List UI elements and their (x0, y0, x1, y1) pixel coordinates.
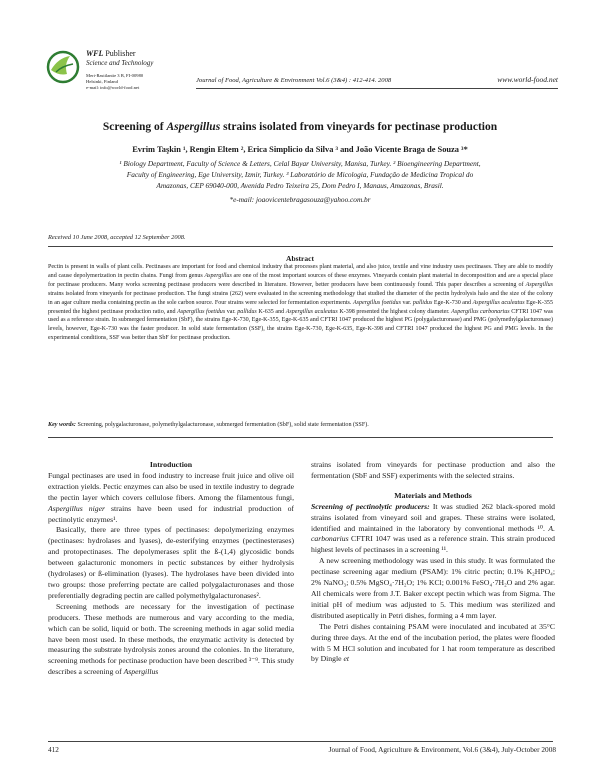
right-column (311, 460, 555, 665)
footer-journal: Journal of Food, Agriculture & Environment, Vol.6 (3&4), July-October 2008 (328, 745, 556, 754)
abstract-heading: Abstract (286, 254, 314, 263)
abstract-text: Pectin is present in walls of plant cells. Pectinases are important for food and chemical industry that processes plant material, and also juice, textile and vine industry uses pectinases. They are able to modify and cause depolymerization in pectin chains. Fungi from genus Aspergillus are one of the most important sources of these enzymes. Vineyards contain plant material in decomposition and are a special place for pectinase producers. Many works screening pectinase producers were described in literature. However, better producers have been continuously found. This paper describes a screening of Aspergillus strains isolated from vineyards for pectinase production. The fungi strains (262) were evaluated in the screening methodology that studied the diameter of the pectin hydrolysis halo and the size of the colony in an agar culture media containing pectin as the sole carbon source. Four strains were selected for fermentation experiments. Aspergillus foetidus var. pallidus Ege-K-730 and Aspergillus aculeatus Ege-K-355 presented the highest pectinase production ratio, and Aspergillus foetidus var. pallidus K-635 and Aspergillus aculeatus K-398 presented the highest colony diameter. Aspergillus carbonarius CFTRI 1047 was used as a reference strain. In submerged fermentation (SbF), the strains Ege-K-730, Ege-K-355, Ege-K-635 and CFTRI 1047 produced the highest PG (polygalacturonase) and PMG (polymethylgalacturonase) levels, however, Ege-K-730 was the faster producer. In solid state fermentation (SSF), the strains Ege-K-730, Ege-K-635, Ege-K-398 and CFTRI 1047 produced the highest PG and PMG levels. In the experimental conditions, SSF was better than SbF for pectinase production. (48, 264, 554, 342)
methods-paragraph-2: A new screening methodology was used in this study. It was formulated the pectinase screening agar medium (PSAM): 1% citric pectin; 0.1% K₂HPO₄; 2% NaNO₃; 0.5% MgSO₄·7H₂O; 1% KCl; 0.001% FeSO₄·7H₂O and 2% agar. All chemicals were from J.T. Baker except pectin which was from Sigma. The initial pH of medium was adjusted to 5. This medium was sterilized and distributed aseptically in Petri dishes, forming a 4 mm layer. (311, 556, 555, 620)
introduction-heading: Introduction (149, 460, 193, 469)
methods-paragraph-3: The Petri dishes containing PSAM were inoculated and incubated at 35°C during three days. At the end of the incubation period, the plates were flooded with 5 M HCl solution and incubated for 1 hat room temperature as described by Dingle et (311, 621, 555, 664)
intro-paragraph-3: Screening methods are necessary for the investigation of pectinase producers. These methods are numerous and vary according to the media, which can be solid, liquid or both. The screening methods in agar solid media have been most used. In these methods, the enzymatic activity is detected by measuring the substrate hydrolysis zones around the colonies. In the literature, screening methods for pectinase production have been described ³⁻⁹. This study describes a screening of Aspergillus (48, 601, 294, 677)
paper-title: Screening of Aspergillus strains isolated from vineyards for pectinase production (102, 121, 498, 133)
header-rule (196, 88, 558, 89)
publisher-address: Meri-Rastilantie 3 B, FI-00980 Helsinki, Finland e-mail: info@world-food.net (86, 73, 144, 90)
left-column (48, 460, 294, 678)
publisher-subtitle: Science and Technology (86, 59, 154, 67)
wfl-publisher-logo-icon (46, 50, 80, 84)
publisher-name: WFL Publisher (86, 49, 136, 58)
journal-url: www.world-food.net (497, 75, 558, 84)
received-date: Received 10 June 2008, accepted 12 September 2008. (48, 234, 186, 241)
journal-header: Journal of Food, Agriculture & Environment Vol.6 (3&4) : 412-414. 2008 (196, 77, 392, 84)
intro-paragraph-1: Fungal pectinases are used in food industry to increase fruit juice and olive oil extraction yields. Pectic enzymes can also be used in textile industry to degrade the pectin layer which covers cellulose fibers. Among the filamentous fungi, Aspergillus niger strains have been used for industrial production of pectinolytic enzymes¹. (48, 470, 294, 524)
footer-rule (48, 741, 553, 742)
intro-paragraph-2: Basically, there are three types of pectinases: depolymerizing enzymes (pectinases: hydrolases and lyases), de-esterifying enzymes (pectinesterases) and protopectinases. The depolymerases split the ß-(1,4) glycosidic bonds between galacturonic monomers in pectic substances by either hydrolysis (hydrolases) or ß-elimination (lyases). The hydrolases have been divided into two groups: those preferring pectate are called polygalacturonases and those preferentially degrading pectin are called polymethylgalacturonases². (48, 525, 294, 600)
corresponding-email: *e-mail: joaovicentebragasouza@yahoo.com.br (229, 195, 371, 204)
materials-methods-heading: Materials and Methods (394, 490, 472, 500)
keywords: Key words: Screening, polygalacturonase, polymethylgalacturonase, submerged fermentation (SbF), solid state fermentation (SSF). (48, 422, 369, 428)
affiliations: ¹ Biology Department, Faculty of Science & Letters, Celal Bayar University, Manisa, Turkey. ² Bioengineering Department, Faculty of Engineering, Ege University, Izmir, Turkey. ³ Laboratório de Micologia, Fundação de Medicina Tropical do Amazonas, CEP 69040-000, Avenida Pedro Teixeira 25, Dom Pedro I, Manaus, Amazonas, Brasil. (119, 159, 481, 190)
authors: Evrim Taşkin ¹, Rengin Eltem ², Erica Simplicio da Silva ³ and João Vicente Braga de Souza ³* (132, 145, 468, 154)
abstract-bottom-rule (48, 437, 553, 438)
abstract-top-rule (48, 246, 553, 247)
page-number: 412 (48, 745, 59, 754)
methods-paragraph-1: Screening of pectinolytic producers: It was studied 262 black-spored mold strains isolated from vineyard soil and grapes. These strains were isolated, identified and maintained in the laboratory by conventional methods ¹⁰. A. carbonarius CFTRI 1047 was used as a reference strain. This strain produced highest levels of pectinases in a screening ¹¹. (311, 501, 555, 555)
intro-continued: strains isolated from vineyards for pectinase production and also the fermentation (SbF and SSF) experiments with the selected strains. (311, 460, 555, 480)
